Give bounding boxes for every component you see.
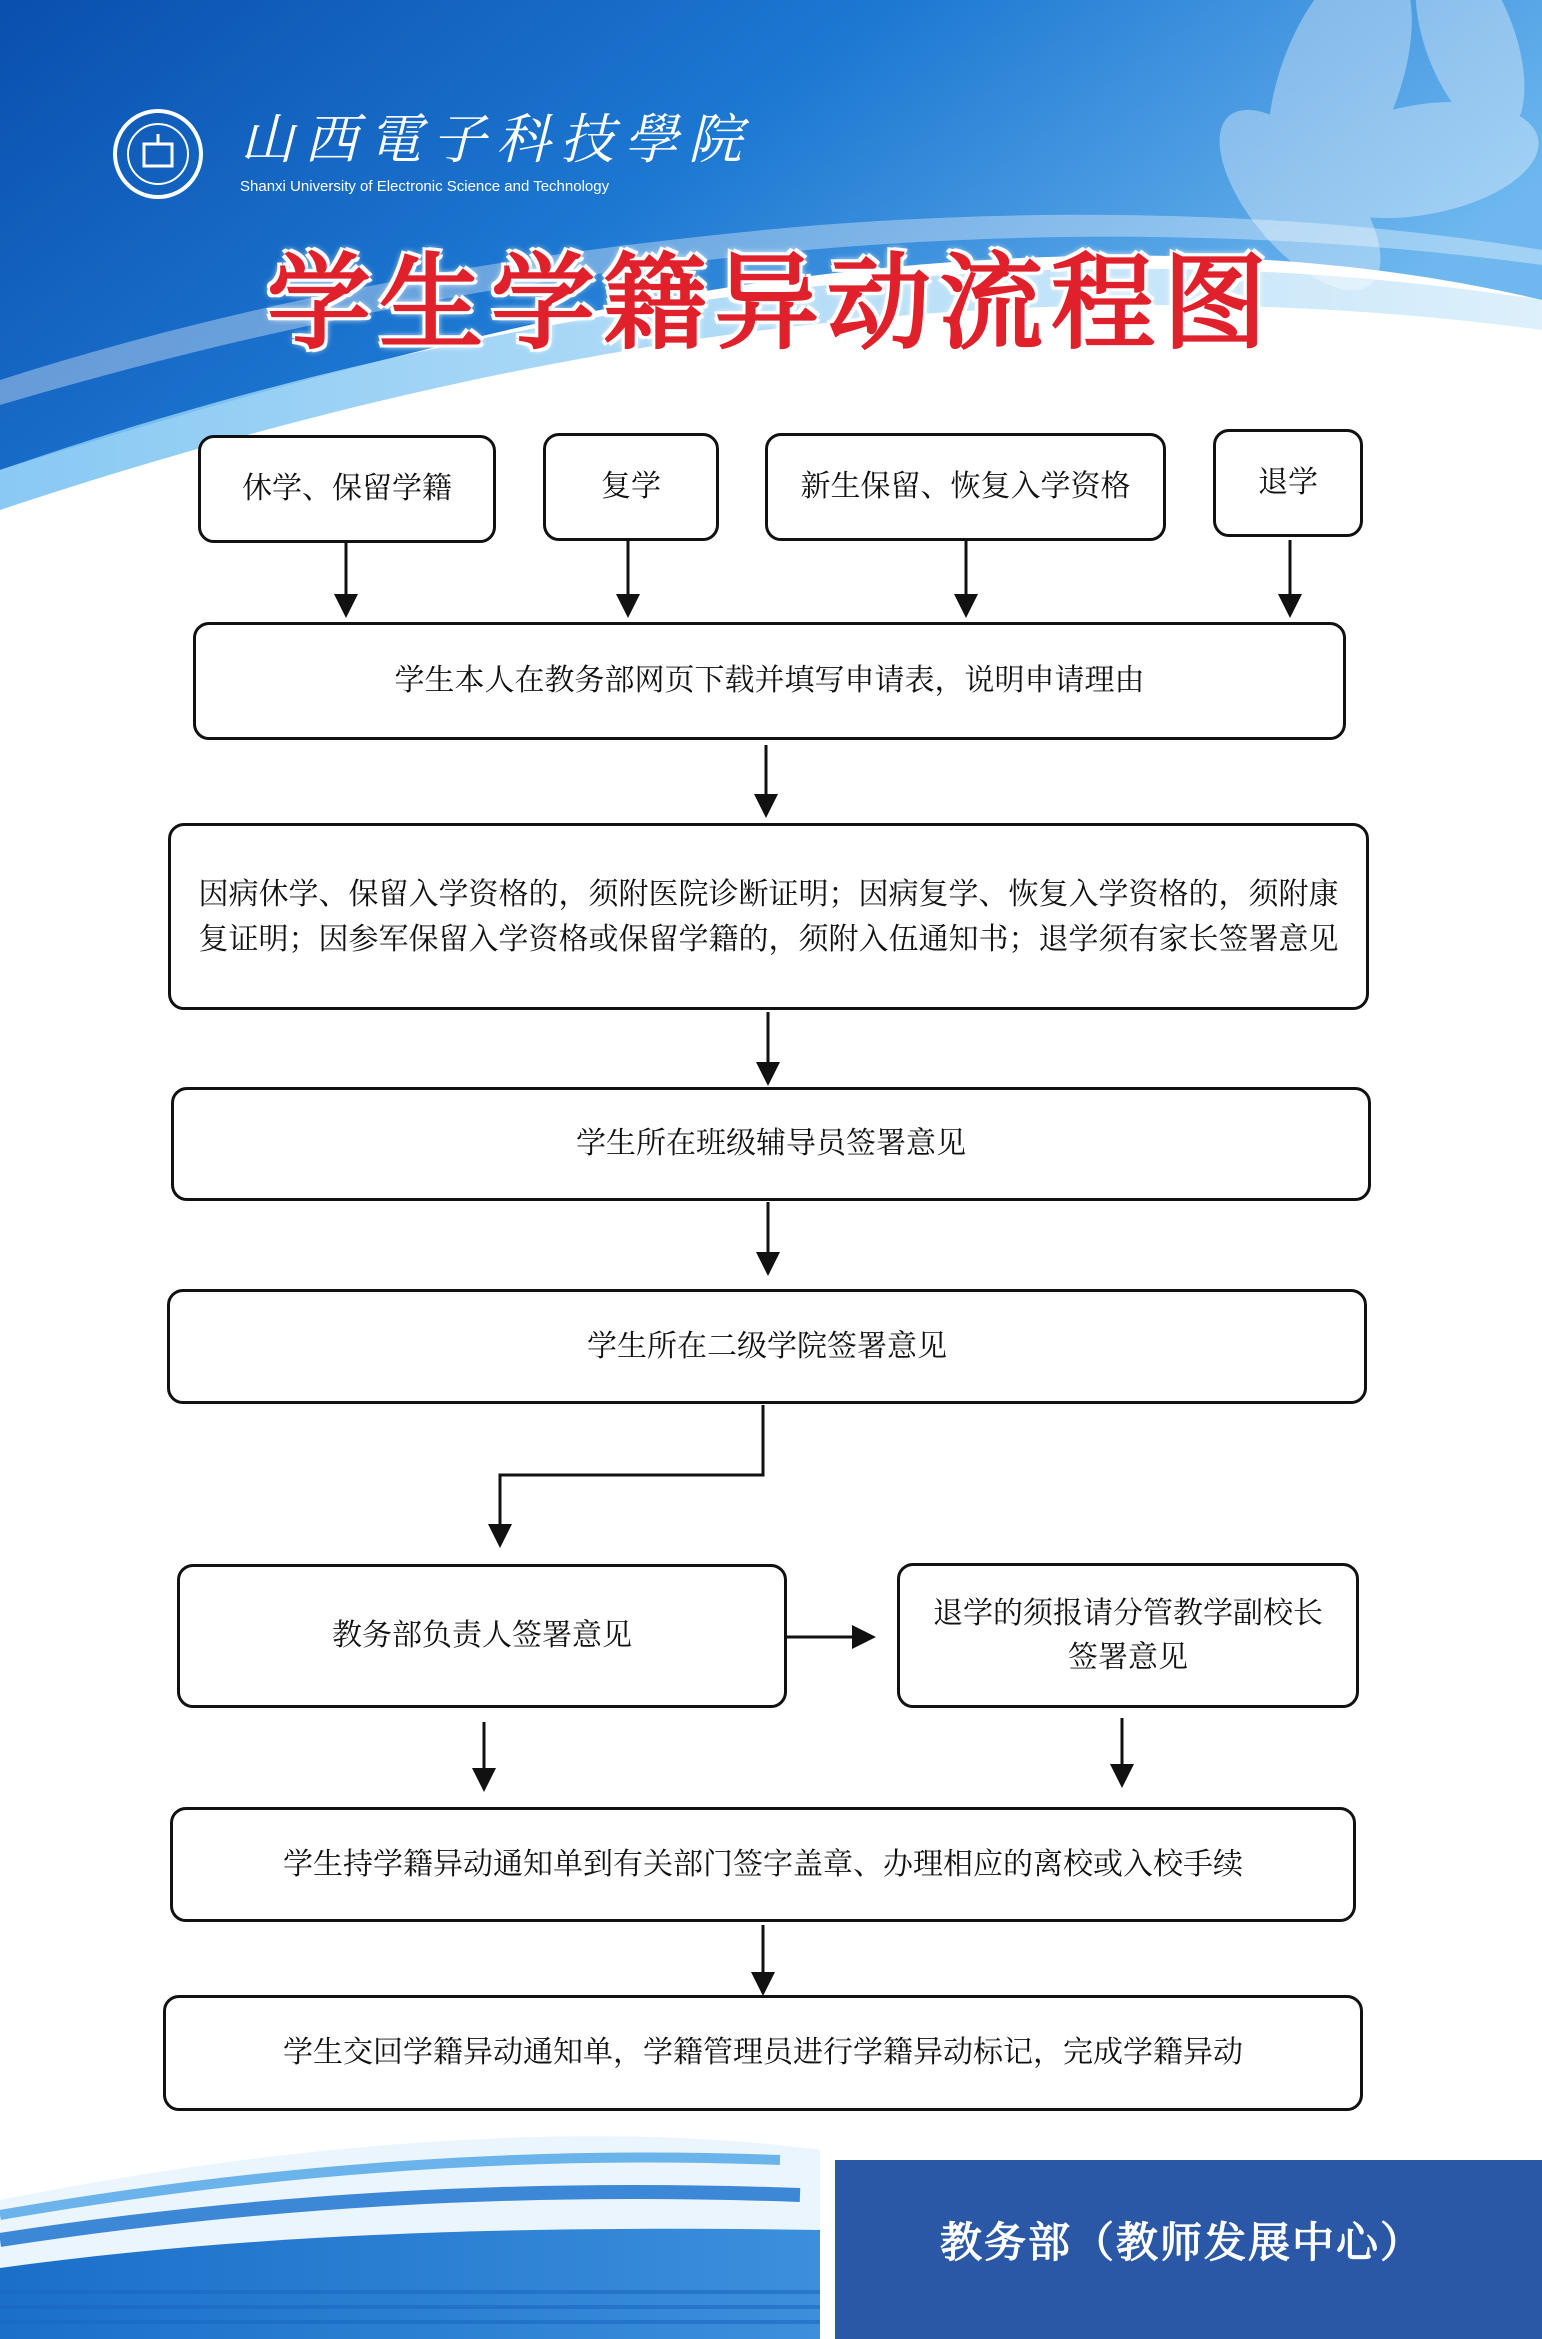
step-academic-affairs-sign — [177, 1564, 787, 1708]
step-college-sign — [167, 1289, 1367, 1404]
step-vice-president-sign — [897, 1563, 1359, 1708]
type-label: 复学 — [601, 469, 661, 504]
step-label: 学生所在二级学院签署意见 — [587, 1328, 947, 1364]
step-counselor-sign — [171, 1087, 1371, 1201]
school-name-cn: 山西電子科技學院 — [240, 108, 752, 171]
step-label: 学生所在班级辅导员签署意见 — [576, 1126, 966, 1161]
step-complete-change — [163, 1995, 1363, 2111]
type-box-suspension — [198, 435, 496, 543]
step-label: 学生本人在教务部网页下载并填写申请表，说明申请理由 — [394, 663, 1145, 698]
step-label: 教务部负责人签署意见 — [332, 1618, 632, 1653]
step-label: 因病休学、保留入学资格的，须附医院诊断证明；因病复学、恢复入学资格的，须附康复证明；因参军保留入学资格或保留学籍的，须附入伍通知书；退学须有家长签署意见 — [198, 876, 1339, 957]
step-label: 退学的须报请分管教学副校长签署意见 — [933, 1595, 1323, 1675]
type-label: 新生保留、恢复入学资格 — [800, 469, 1131, 504]
type-box-freshman-reserve — [765, 433, 1166, 541]
footer-department: 教务部（教师发展中心） — [940, 2218, 1425, 2267]
step-label: 学生交回学籍异动通知单，学籍管理员进行学籍异动标记，完成学籍异动 — [283, 2035, 1243, 2070]
step-label: 学生持学籍异动通知单到有关部门签字盖章、办理相应的离校或入校手续 — [283, 1846, 1243, 1882]
school-seal-icon — [112, 108, 204, 200]
type-label: 退学 — [1258, 465, 1318, 500]
type-label: 休学、保留学籍 — [242, 471, 452, 506]
step-attach-documents — [168, 823, 1369, 1010]
step-download-form — [193, 622, 1346, 740]
school-name-en: Shanxi University of Electronic Science and Technology — [240, 178, 610, 195]
page-title: 学生学籍异动流程图 — [266, 242, 1275, 364]
type-box-resume — [543, 433, 719, 541]
type-box-withdraw — [1213, 429, 1363, 537]
step-department-procedures — [170, 1807, 1356, 1922]
school-logo — [112, 108, 752, 208]
